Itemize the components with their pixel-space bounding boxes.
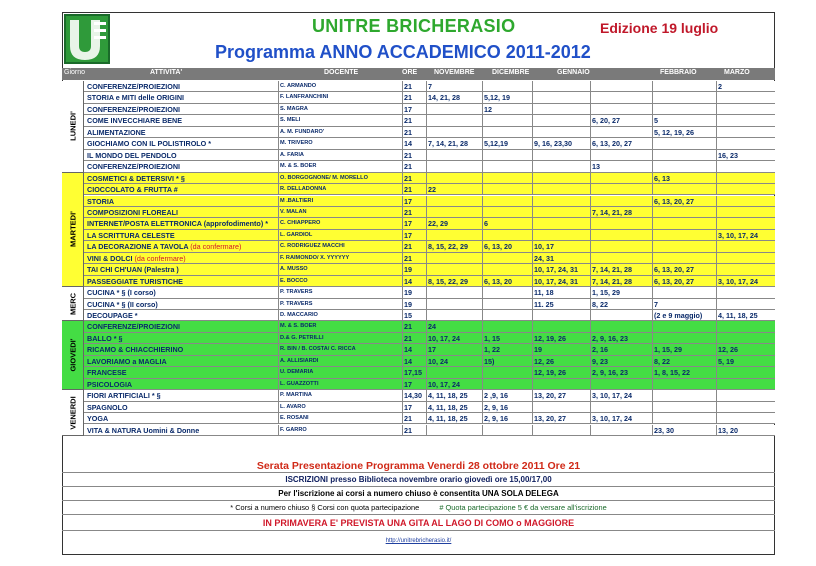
november-cell: 4, 11, 18, 25	[428, 402, 468, 412]
teacher-cell: A. FARIA	[280, 151, 304, 158]
hours-cell: 14	[404, 345, 412, 355]
table-row	[84, 230, 775, 241]
schedule-table	[62, 81, 775, 436]
december-cell: 5,12,19	[484, 139, 508, 149]
hours-cell: 21	[404, 150, 412, 160]
activity-cell: LA DECORAZIONE A TAVOLA (da confermare)	[87, 242, 242, 252]
january-cell: 12, 26	[534, 356, 554, 366]
april-cell: 3, 10, 17, 24	[718, 276, 758, 286]
hours-cell: 14	[404, 276, 412, 286]
header-giorno: Giorno	[64, 69, 86, 76]
activity-cell: COME INVECCHIARE BENE	[87, 116, 183, 126]
activity-cell: VITA & NATURA Uomini & Donne	[87, 425, 200, 435]
december-cell: 1, 15	[484, 333, 500, 343]
february-cell: 3, 10, 17, 24	[592, 391, 632, 401]
activity-cell: PASSEGGIATE TURISTICHE	[87, 276, 183, 286]
january-cell: 19	[534, 345, 542, 355]
january-cell: 11. 25	[534, 299, 554, 309]
legend-courses: * Corsi a numero chiuso § Corsi con quota partecipazione	[230, 503, 420, 512]
february-cell: 13	[592, 162, 600, 172]
teacher-cell: U. DEMARIA	[280, 369, 314, 376]
table-row	[84, 344, 775, 355]
teacher-cell: L. GARDIOL	[280, 231, 313, 238]
january-cell: 13, 20, 27	[534, 391, 566, 401]
teacher-cell: C. CHIAPPERO	[280, 220, 321, 227]
table-row	[84, 413, 775, 424]
hours-cell: 21	[404, 322, 412, 332]
november-cell: 10, 17, 24	[428, 333, 460, 343]
table-row	[84, 196, 775, 207]
teacher-cell: D.& G. PETRILLI	[280, 334, 324, 341]
december-cell: 5,12, 19	[484, 93, 510, 103]
march-cell: 5	[654, 116, 658, 126]
trip-notice: IN PRIMAVERA E' PREVISTA UNA GITA AL LAGO DI COMO o MAGGIORE	[262, 518, 575, 528]
hours-cell: 21	[404, 93, 412, 103]
table-row	[84, 207, 775, 218]
website-link[interactable]: http://unitrebricherasio.it/	[385, 538, 452, 544]
december-cell: 6, 13, 20	[484, 276, 512, 286]
hours-cell: 21	[404, 116, 412, 126]
february-cell: 2, 9, 16, 23	[592, 333, 628, 343]
activity-cell: IL MONDO DEL PENDOLO	[87, 150, 177, 160]
table-row	[84, 425, 775, 436]
teacher-cell: S. MELI	[280, 117, 301, 124]
january-cell: 12, 19, 26	[534, 368, 566, 378]
table-row	[84, 390, 775, 401]
activity-cell: CIOCCOLATO & FRUTTA #	[87, 185, 178, 195]
activity-cell: ALIMENTAZIONE	[87, 127, 146, 137]
day-label: MERC	[62, 287, 84, 321]
table-row	[84, 276, 775, 287]
header-dicembre: DICEMBRE	[492, 69, 530, 76]
activity-cell: FRANCESE	[87, 368, 127, 378]
teacher-cell: F. RAIMONDO/ X. YYYYYY	[280, 254, 350, 261]
hours-cell: 17	[404, 230, 412, 240]
header-ore: ORE	[402, 69, 418, 76]
hours-cell: 14,30	[404, 391, 422, 401]
teacher-cell: O. BORGOGNONE/ M. MORELLO	[280, 174, 368, 181]
march-cell: 8, 22	[654, 356, 670, 366]
activity-cell: CONFERENZE/PROIEZIONI	[87, 82, 181, 91]
november-cell: 4, 11, 18, 25	[428, 414, 468, 424]
table-row	[84, 379, 775, 390]
day-label: GIOVEDI'	[62, 321, 84, 390]
hours-cell: 17	[404, 196, 412, 206]
november-cell: 17	[428, 345, 436, 355]
note-label: (da confermare)	[190, 242, 242, 252]
teacher-cell: C. ARMANDO	[280, 83, 317, 89]
teacher-cell: M. & S. BOER	[280, 323, 317, 330]
hours-cell: 21	[404, 185, 412, 195]
december-cell: 12	[484, 104, 492, 114]
header-attivita: ATTIVITA'	[150, 69, 183, 76]
activity-cell: RICAMO & CHIACCHIERINO	[87, 345, 184, 355]
edition-label: Edizione 19 luglio	[600, 20, 719, 36]
hours-cell: 21	[404, 414, 412, 424]
march-cell: 1, 15, 29	[654, 345, 682, 355]
activity-cell: CONFERENZE/PROIEZIONI	[87, 162, 181, 172]
hours-cell: 19	[404, 265, 412, 275]
table-row	[84, 127, 775, 138]
legend	[62, 503, 775, 512]
header-marzo: MARZO	[724, 69, 750, 76]
january-cell: 12, 19, 26	[534, 333, 566, 343]
hours-cell: 17	[404, 379, 412, 389]
teacher-cell: V. MALAN	[280, 208, 307, 215]
activity-cell: INTERNET/POSTA ELETTRONICA (approfodimento) *	[87, 219, 269, 229]
hours-cell: 21	[404, 425, 412, 435]
header-docente: DOCENTE	[324, 69, 359, 76]
teacher-cell: L. AVARO	[280, 403, 306, 410]
day-label: LUNEDI'	[62, 81, 84, 173]
november-cell: 8, 15, 22, 29	[428, 276, 468, 286]
activity-cell: VINI & DOLCI (da confermare)	[87, 253, 186, 263]
table-row	[84, 115, 775, 126]
header-novembre: NOVEMBRE	[434, 69, 475, 76]
table-row	[84, 367, 775, 378]
table-row	[84, 287, 775, 298]
activity-cell: YOGA	[87, 414, 109, 424]
hours-cell: 21	[404, 253, 412, 263]
header-gennaio: GENNAIO	[557, 69, 590, 76]
unitre-logo	[64, 14, 110, 64]
table-row	[84, 241, 775, 252]
december-cell: 15)	[484, 356, 495, 366]
march-cell: 5, 12, 19, 26	[654, 127, 694, 137]
activity-cell: STORIA	[87, 196, 115, 206]
table-row	[84, 299, 775, 310]
november-cell: 14, 21, 28	[428, 93, 460, 103]
table-row	[84, 104, 775, 115]
january-cell: 13, 20, 27	[534, 414, 566, 424]
hours-cell: 21	[404, 333, 412, 343]
march-cell: 1, 8, 15, 22	[654, 368, 690, 378]
february-cell: 6, 13, 20, 27	[592, 139, 632, 149]
activity-cell: CUCINA * § (II corso)	[87, 299, 158, 309]
february-cell: 2, 9, 16, 23	[592, 368, 628, 378]
march-cell: 6, 13, 20, 27	[654, 265, 694, 275]
november-cell: 10, 24	[428, 356, 448, 366]
january-cell: 9, 16, 23,30	[534, 139, 572, 149]
february-cell: 8, 22	[592, 299, 608, 309]
activity-cell: LAVORIAMO a MAGLIA	[87, 356, 167, 366]
april-cell: 13, 20	[718, 425, 738, 435]
hours-cell: 14	[404, 356, 412, 366]
april-cell: 12, 26	[718, 345, 738, 355]
table-header	[62, 68, 816, 80]
teacher-cell: P. TRAVERS	[280, 289, 313, 296]
april-cell: 4, 11, 18, 25	[718, 311, 758, 320]
hours-cell: 19	[404, 288, 412, 298]
april-cell: 2	[718, 82, 722, 91]
teacher-cell: R. BIN / B. COSTA/ C. RICCA	[280, 346, 356, 353]
teacher-cell: M .BALTIERI	[280, 197, 314, 204]
december-cell: 6, 13, 20	[484, 242, 512, 252]
table-row	[84, 150, 775, 161]
activity-cell: COMPOSIZIONI FLOREALI	[87, 207, 179, 217]
table-row	[84, 264, 775, 275]
november-cell: 7	[428, 82, 432, 91]
march-cell: 6, 13, 20, 27	[654, 276, 694, 286]
teacher-cell: E. BOCCO	[280, 277, 308, 284]
hours-cell: 21	[404, 162, 412, 172]
hours-cell: 17	[404, 219, 412, 229]
activity-cell: PSICOLOGIA	[87, 379, 133, 389]
header-febbraio: FEBBRAIO	[660, 69, 697, 76]
teacher-cell: A. M. FUNDARO'	[280, 128, 325, 135]
activity-cell: CONFERENZE/PROIEZIONI	[87, 104, 181, 114]
november-cell: 10, 17, 24	[428, 379, 460, 389]
november-cell: 24	[428, 322, 436, 332]
activity-cell: GIOCHIAMO CON IL POLISTIROLO *	[87, 139, 212, 149]
day-label: VENERDI	[62, 390, 84, 436]
activity-cell: STORIA e MITI delle ORIGINI	[87, 93, 185, 103]
page-subtitle: Programma ANNO ACCADEMICO 2011-2012	[215, 42, 591, 62]
november-cell: 8, 15, 22, 29	[428, 242, 468, 252]
activity-cell: SPAGNOLO	[87, 402, 128, 412]
teacher-cell: R. DELLADONNA	[280, 186, 327, 193]
teacher-cell: M. & S. BOER	[280, 163, 317, 170]
december-cell: 1, 22	[484, 345, 500, 355]
february-cell: 1, 15, 29	[592, 288, 620, 298]
teacher-cell: P. MARTINA	[280, 392, 312, 399]
teacher-cell: M. TRIVERO	[280, 140, 313, 147]
february-cell: 6, 20, 27	[592, 116, 620, 126]
february-cell: 3, 10, 17, 24	[592, 414, 632, 424]
hours-cell: 21	[404, 82, 412, 91]
november-cell: 22, 29	[428, 219, 448, 229]
february-cell: 7, 14, 21, 28	[592, 265, 632, 275]
hours-cell: 14	[404, 139, 412, 149]
teacher-cell: F. LANFRANCHINI	[280, 94, 329, 101]
november-cell: 22	[428, 185, 436, 195]
note-label: (da confermare)	[134, 253, 186, 263]
march-cell: 23, 30	[654, 425, 674, 435]
table-row	[84, 161, 775, 172]
table-row	[84, 356, 775, 367]
teacher-cell: E. ROSANI	[280, 415, 309, 422]
february-cell: 7, 14, 21, 28	[592, 276, 632, 286]
hours-cell: 21	[404, 173, 412, 183]
activity-cell: LA SCRITTURA CELESTE	[87, 230, 175, 240]
delegation-notice: Per l'iscrizione ai corsi a numero chiuso è consentita UNA SOLA DELEGA	[278, 489, 559, 498]
november-cell: 7, 14, 21, 28	[428, 139, 468, 149]
hours-cell: 17	[404, 402, 412, 412]
january-cell: 10, 17	[534, 242, 554, 252]
hours-cell: 17,15	[404, 368, 422, 378]
hours-cell: 17	[404, 104, 412, 114]
day-label: MARTEDI'	[62, 173, 84, 288]
january-cell: 11, 18	[534, 288, 554, 298]
hours-cell: 21	[404, 242, 412, 252]
march-cell: 7	[654, 299, 658, 309]
march-cell: (2 e 9 maggio)	[654, 311, 703, 320]
january-cell: 10, 17, 24, 31	[534, 276, 578, 286]
april-cell: 16, 23	[718, 150, 738, 160]
activity-cell: CUCINA * § (I corso)	[87, 288, 156, 298]
january-cell: 10, 17, 24, 31	[534, 265, 578, 275]
activity-cell: COSMETICI & DETERSIVI * §	[87, 173, 185, 183]
december-cell: 2, 9, 16	[484, 414, 508, 424]
activity-cell: DECOUPAGE *	[87, 311, 138, 320]
teacher-cell: S. MAGRA	[280, 105, 308, 112]
november-cell: 4, 11, 18, 25	[428, 391, 468, 401]
table-row	[84, 81, 775, 92]
table-row	[84, 138, 775, 149]
teacher-cell: P. TRAVERS	[280, 300, 313, 307]
teacher-cell: F. GARRO	[280, 426, 307, 433]
table-row	[84, 92, 775, 103]
teacher-cell: L. GUAZZOTTI	[280, 380, 319, 387]
table-row	[84, 184, 775, 195]
table-row	[84, 402, 775, 413]
february-cell: 7, 14, 21, 28	[592, 207, 632, 217]
teacher-cell: A. MUSSO	[280, 266, 308, 273]
february-cell: 9, 23	[592, 356, 608, 366]
december-cell: 2 ,9, 16	[484, 391, 508, 401]
table-row	[84, 333, 775, 344]
february-cell: 2, 16	[592, 345, 608, 355]
activity-cell: FIORI ARTIFICIALI * §	[87, 391, 161, 401]
march-cell: 6, 13, 20, 27	[654, 196, 694, 206]
teacher-cell: D. MACCARIO	[280, 312, 318, 318]
march-cell: 6, 13	[654, 173, 670, 183]
hours-cell: 19	[404, 299, 412, 309]
table-row	[84, 253, 775, 264]
legend-fee: # Quota partecipazione 5 € da versare all'iscrizione	[439, 503, 607, 512]
header-aprile: APRILE	[790, 69, 816, 76]
table-row	[84, 173, 775, 184]
table-row	[84, 218, 775, 229]
activity-cell: TAI CHI CH'UAN (Palestra )	[87, 265, 179, 275]
page-title: UNITRE BRICHERASIO	[312, 16, 516, 36]
activity-cell: BALLO * §	[87, 333, 123, 343]
hours-cell: 15	[404, 311, 412, 320]
table-row	[84, 321, 775, 332]
january-cell: 24, 31	[534, 253, 554, 263]
april-cell: 3, 10, 17, 24	[718, 230, 758, 240]
table-row	[84, 310, 775, 321]
hours-cell: 21	[404, 127, 412, 137]
december-cell: 2, 9, 16	[484, 402, 508, 412]
activity-cell: CONFERENZE/PROIEZIONI	[87, 322, 181, 332]
december-cell: 6	[484, 219, 488, 229]
hours-cell: 21	[404, 207, 412, 217]
teacher-cell: C. RODRIGUEZ MACCHI	[280, 243, 345, 250]
presentation-notice: Serata Presentazione Programma Venerdi 28 ottobre 2011 Ore 21	[256, 460, 581, 472]
april-cell: 5, 19	[718, 356, 734, 366]
teacher-cell: A. ALLISIARDI	[280, 357, 319, 364]
registration-notice: ISCRIZIONI presso Biblioteca novembre orario giovedì ore 15,00/17,00	[285, 475, 552, 484]
